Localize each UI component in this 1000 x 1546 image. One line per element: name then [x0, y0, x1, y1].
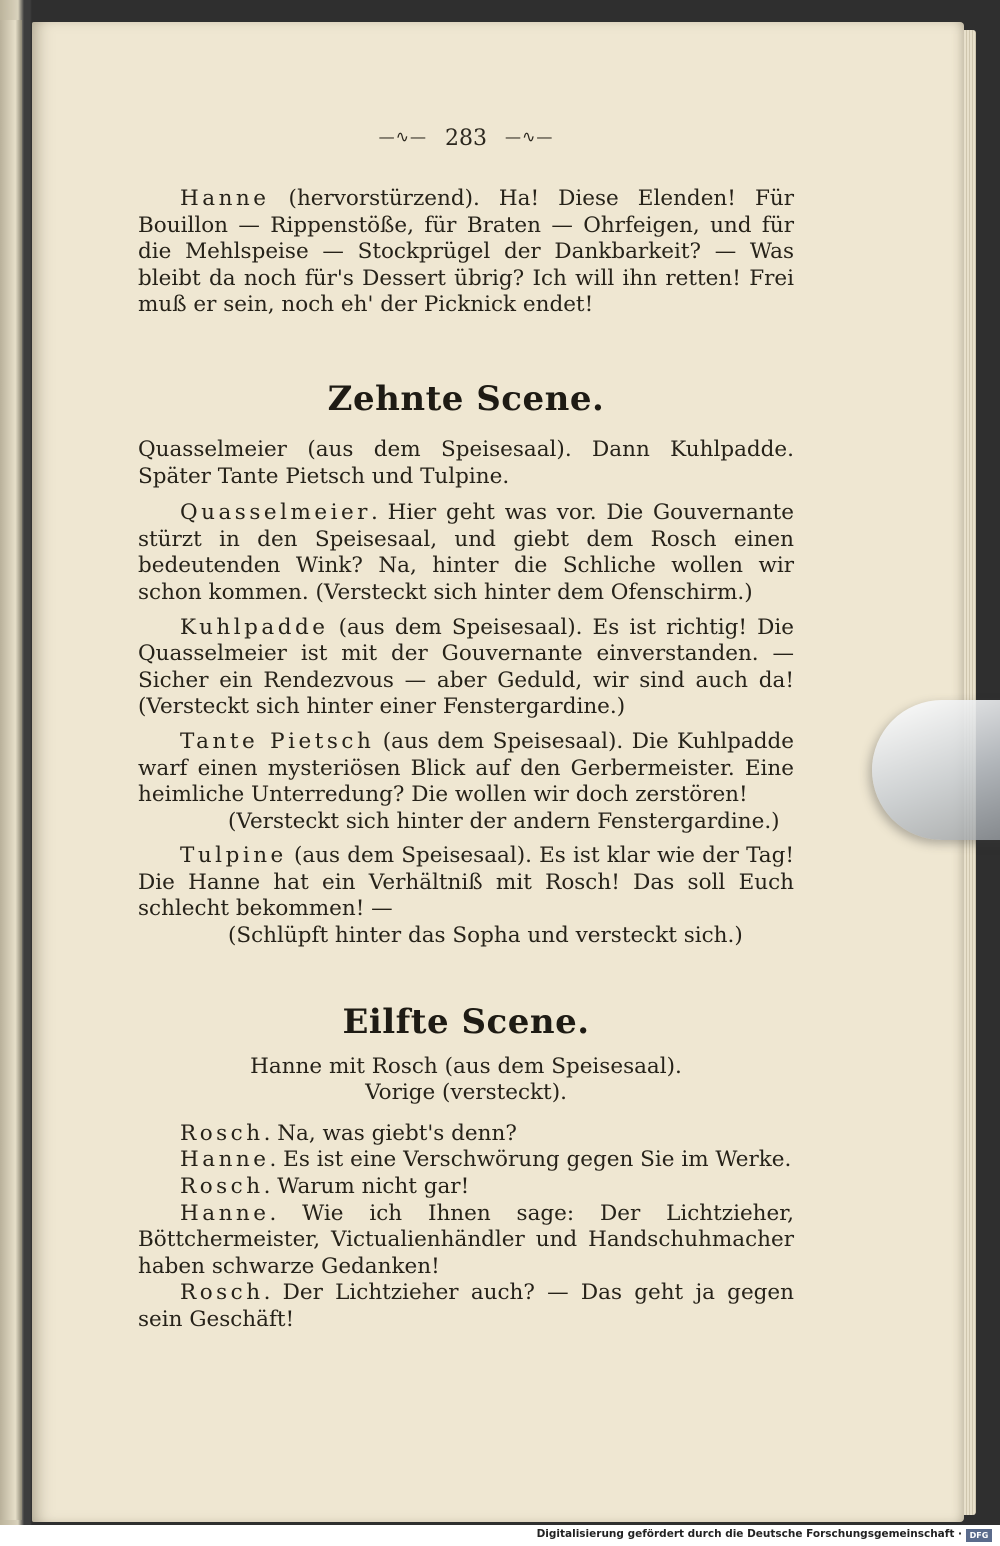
speech-quasselmeier — [138, 500, 794, 606]
speech-text: (aus dem Speisesaal). Es ist klar wie der Tag! Die Hanne hat ein Verhältniß mit Rosch! Das soll Euch schlecht bekommen! — — [138, 843, 794, 922]
stage-direction: (Versteckt sich hinter der andern Fenstergardine.) — [228, 808, 780, 834]
speaker-name: Rosch — [180, 1120, 264, 1146]
body-text — [138, 186, 794, 1334]
speech-text: . Wie ich Ihnen sage: Der Lichtzieher, Böttchermeister, Victualienhändler und Handschuhmacher haben schwarze Gedanken! — [138, 1200, 794, 1279]
speech-rosch-3 — [138, 1280, 794, 1333]
speech-text: (aus dem Speisesaal). Die Kuhlpadde warf einen mysteriösen Blick auf den Gerbermeister. Eine heimliche Unterredung? Die wollen wir doch zerstören! — [138, 728, 794, 808]
speech-rosch-2 — [138, 1174, 794, 1201]
dfg-logo-icon: DFG — [966, 1529, 992, 1542]
speaker-name: Quasselmeier — [180, 500, 371, 526]
speech-tulpine — [138, 843, 794, 923]
page-clip — [872, 700, 1000, 840]
speaker-name: Tante Pietsch — [180, 728, 375, 754]
scene-heading-11: Eilfte Scene. — [342, 1001, 590, 1042]
speech-text: . Hier geht was vor. Die Gouvernante stürzt in den Speisesaal, und giebt dem Rosch einen bedeutenden Wink? Na, hinter die Schliche wollen wir schon kommen. (Versteckt sich hinter dem Ofenschirm.) — [138, 500, 794, 605]
speech-tante-pietsch — [138, 729, 794, 809]
speaker-name: Hanne — [180, 1200, 270, 1226]
speech-hanne-2 — [138, 1147, 794, 1174]
page-number: 283 — [445, 126, 487, 151]
scene-heading-10: Zehnte Scene. — [327, 378, 605, 419]
scene-cast-11: Hanne mit Rosch (aus dem Speisesaal). — [250, 1053, 682, 1079]
speaker-name: Tulpine — [180, 843, 287, 869]
speech-hanne-1 — [138, 186, 794, 319]
speech-rosch-1 — [138, 1121, 794, 1148]
footer-bar — [0, 1525, 1000, 1546]
speech-kuhlpadde — [138, 615, 794, 721]
ornament-right: —∿— — [505, 127, 554, 146]
speech-text: (aus dem Speisesaal). Es ist richtig! Die Quasselmeier ist mit der Gouvernante einverstanden. — Sicher ein Rendezvous — aber Geduld, wir sind auch da! (Versteckt sich hinter einer Fenstergardine.) — [138, 614, 794, 720]
speech-text: . Warum nicht gar! — [263, 1174, 470, 1200]
scene-cast-11-others: Vorige (versteckt). — [365, 1080, 567, 1106]
speaker-name: Hanne — [180, 186, 270, 211]
speech-text: . Es ist eine Verschwörung gegen Sie im Werke. — [269, 1147, 792, 1173]
facing-page-edge — [0, 20, 22, 1520]
speech-text: . Der Lichtzieher auch? — Das geht ja gegen sein Geschäft! — [138, 1280, 794, 1332]
speaker-name: Hanne — [180, 1147, 270, 1173]
speaker-name: Rosch — [180, 1280, 264, 1306]
page-header — [138, 126, 794, 151]
speech-text: (hervorstürzend). Ha! Diese Elenden! Für Bouillon — Rippenstöße, für Braten — Ohrfeigen, und für die Mehlspeise — Stockprügel der Dankbarkeit? — Was bleibt da noch für's Dessert übrig? Ich will ihn retten! Frei muß er sein, noch eh' der Picknick endet! — [138, 186, 794, 318]
scene-cast-10: Quasselmeier (aus dem Speisesaal). Dann Kuhlpadde. Später Tante Pietsch und Tulpine. — [138, 436, 794, 489]
speaker-name: Kuhlpadde — [180, 614, 329, 640]
ornament-left: —∿— — [378, 127, 427, 146]
speech-hanne-3 — [138, 1201, 794, 1281]
speaker-name: Rosch — [180, 1174, 264, 1200]
funding-notice: Digitalisierung gefördert durch die Deutsche Forschungsgemeinschaft · — [536, 1528, 962, 1540]
stage-direction: (Schlüpft hinter das Sopha und versteckt sich.) — [228, 923, 743, 949]
speech-text: . Na, was giebt's denn? — [263, 1120, 517, 1146]
